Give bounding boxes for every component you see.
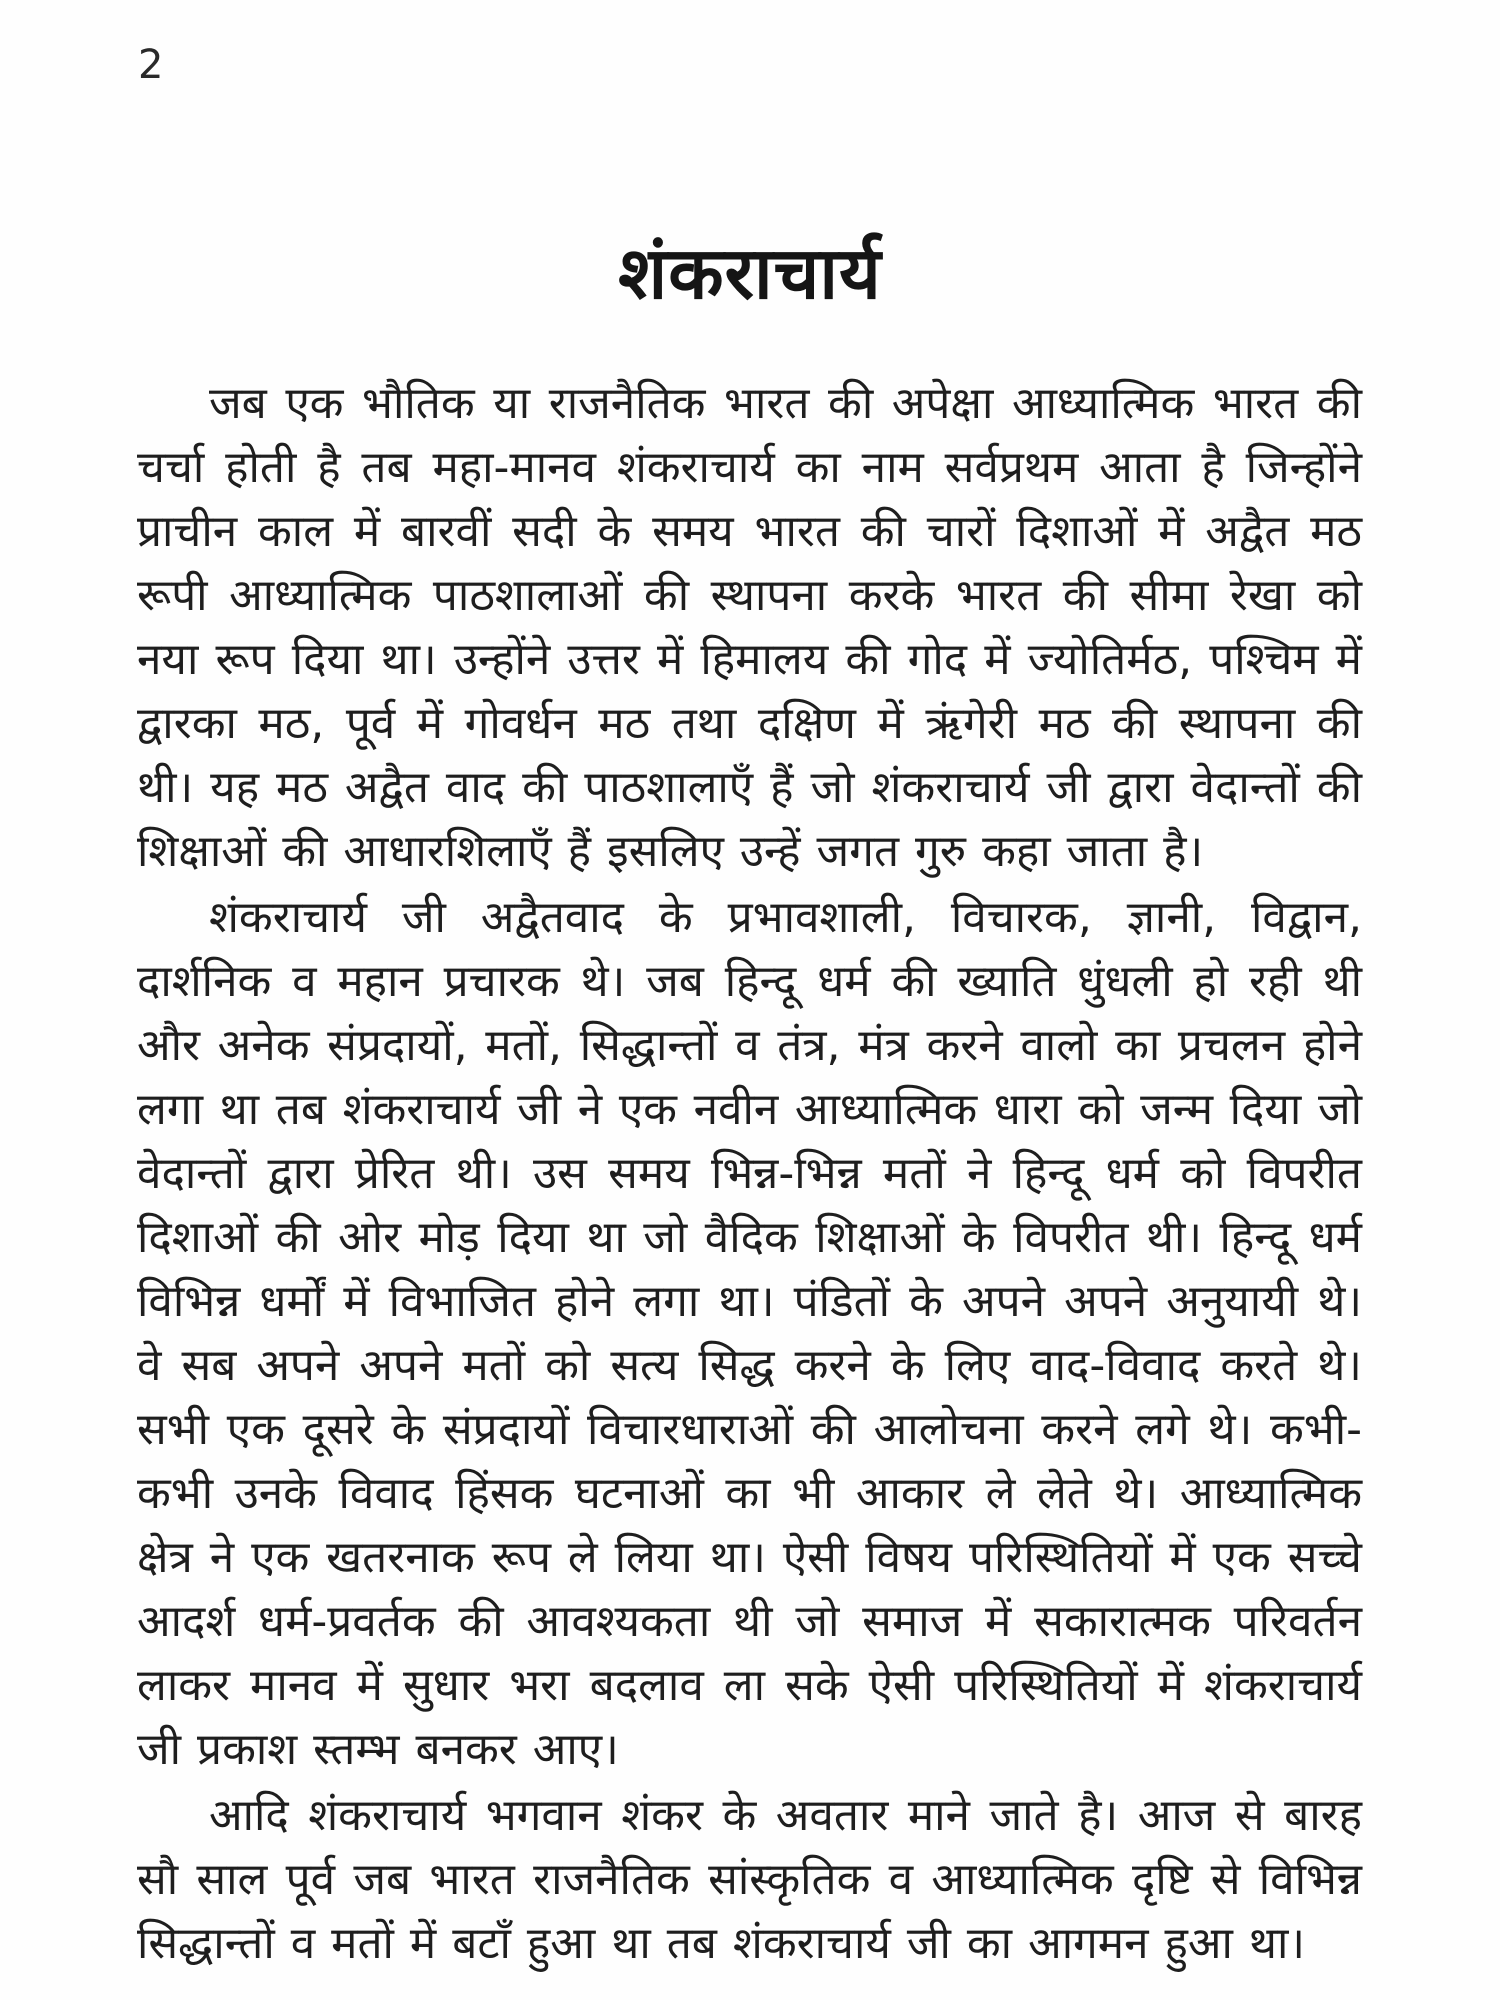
page-title: शंकराचार्य bbox=[618, 231, 882, 315]
body-paragraph-2: शंकराचार्य जी अद्वैतवाद के प्रभावशाली, विचारक, ज्ञानी, विद्वान, दार्शनिक व महान प्रचारक थे। जब हिन्दू धर्म की ख्याति धुंधली हो रही थी और अनेक संप्रदायों, मतों, सिद्धान्तों व तंत्र, मंत्र करने वालो का प्रचलन होने लगा था तब शंकराचार्य जी ने एक नवीन आध्यात्मिक धारा को जन्म दिया जो वेदान्तों द्वारा प्रेरित थी। उस समय भिन्न-भिन्न मतों ने हिन्दू धर्म को विपरीत दिशाओं की ओर मोड़ दिया था जो वैदिक शिक्षाओं के विपरीत थी। हिन्दू धर्म विभिन्न धर्मों में विभाजित होने लगा था। पंडितों के अपने अपने अनुयायी थे। वे सब अपने अपने मतों को सत्य सिद्ध करने के लिए वाद-विवाद करते थे। सभी एक दूसरे के संप्रदायों विचारधाराओं की आलोचना करने लगे थे। कभी-कभी उनके विवाद हिंसक घटनाओं का भी आकार ले लेते थे। आध्यात्मिक क्षेत्र ने एक खतरनाक रूप ले लिया था। ऐसी विषय परिस्थितियों में एक सच्चे आदर्श धर्म-प्रवर्तक की आवश्यकता थी जो समाज में सकारात्मक परिवर्तन लाकर मानव में सुधार भरा बदलाव ला सके ऐसी परिस्थितियों में शंकराचार्य जी प्रकाश स्तम्भ बनकर आए। bbox=[137, 892, 1362, 1775]
page-number: 2 bbox=[138, 42, 164, 88]
body-paragraph-3: आदि शंकराचार्य भगवान शंकर के अवतार माने जाते है। आज से बारह सौ साल पूर्व जब भारत राजनैतिक सांस्कृतिक व आध्यात्मिक दृष्टि से विभिन्न सिद्धान्तों व मतों में बटाँ हुआ था तब शंकराचार्य जी का आगमन हुआ था। bbox=[137, 1790, 1362, 1969]
body-paragraph-1: जब एक भौतिक या राजनैतिक भारत की अपेक्षा आध्यात्मिक भारत की चर्चा होती है तब महा-मानव शंकराचार्य का नाम सर्वप्रथम आता है जिन्होंने प्राचीन काल में बारवीं सदी के समय भारत की चारों दिशाओं में अद्वैत मठ रूपी आध्यात्मिक पाठशालाओं की स्थापना करके भारत की सीमा रेखा को नया रूप दिया था। उन्होंने उत्तर में हिमालय की गोद में ज्योतिर्मठ, पश्चिम में द्वारका मठ, पूर्व में गोवर्धन मठ तथा दक्षिण में ऋंगेरी मठ की स्थापना की थी। यह मठ अद्वैत वाद की पाठशालाएँ हैं जो शंकराचार्य जी द्वारा वेदान्तों की शिक्षाओं की आधारशिलाएँ हैं इसलिए उन्हें जगत गुरु कहा जाता है। bbox=[137, 378, 1362, 877]
body-text bbox=[0, 372, 1500, 1976]
